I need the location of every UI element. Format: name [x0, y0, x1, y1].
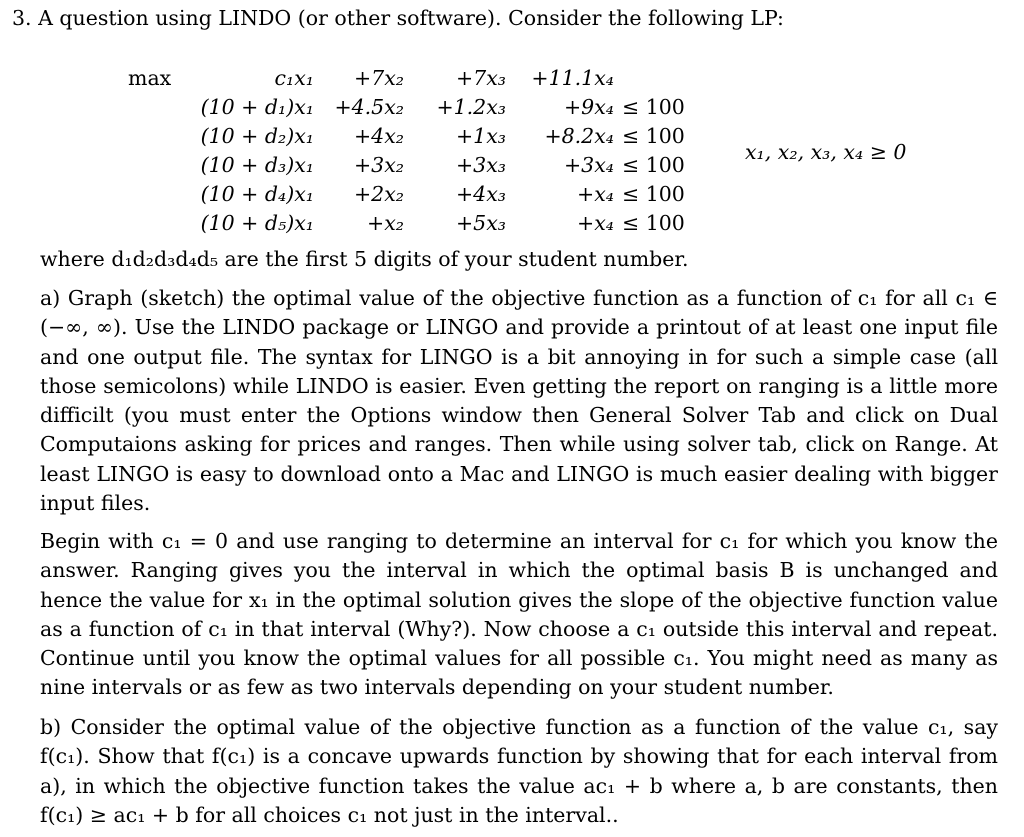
constraint-2-term-2: +4x₂ — [354, 124, 404, 148]
constraint-1-term-2: +4.5x₂ — [334, 95, 404, 119]
constraint-4-term-3: +4x₃ — [456, 182, 506, 206]
constraint-2-term-1: (10 + d₂)x₁ — [200, 124, 314, 148]
objective-term-2: +7x₂ — [354, 66, 404, 90]
constraint-4-term-1: (10 + d₄)x₁ — [200, 182, 314, 206]
constraint-4-rhs: ≤ 100 — [622, 182, 685, 206]
objective-term-1: c₁x₁ — [274, 66, 314, 90]
constraint-5-term-3: +5x₃ — [456, 211, 506, 235]
constraint-1-term-1: (10 + d₁)x₁ — [200, 95, 314, 119]
constraint-3-rhs: ≤ 100 — [622, 153, 685, 177]
part-a-paragraph: a) Graph (sketch) the optimal value of the objective function as a function of c₁ for all c₁ ∈ (−∞, ∞). Use the LINDO package or LINGO and provide a printout of at least one input file and one output file. The syntax for LINGO is a bit annoying in for such a simple case (all those semicolons) while LINDO is easier. Even getting the report on ranging is a little more difficilt (you must enter the Options window then General Solver Tab and click on Dual Computaions asking for prices and ranges. Then while using solver tab, click on Range. At least LINGO is easy to download onto a Mac and LINGO is much easier dealing with bigger input files. — [40, 286, 998, 516]
constraint-1-term-4: +9x₄ — [564, 95, 614, 119]
constraint-5-term-4: +x₄ — [577, 211, 614, 235]
constraint-1-rhs: ≤ 100 — [622, 95, 685, 119]
part-b-paragraph: b) Consider the optimal value of the objective function as a function of the value c₁, say f(c₁). Show that f(c₁) is a concave upwards function by showing that for each interval from a), in which the objective function takes the value ac₁ + b where a, b are constants, then f(c₁) ≥ ac₁ + b for all choices c₁ not just in the interval.. — [40, 715, 998, 827]
constraint-3-term-3: +3x₃ — [456, 153, 506, 177]
objective-term-3: +7x₃ — [456, 66, 506, 90]
max-label: max — [128, 66, 172, 90]
constraint-3-term-1: (10 + d₃)x₁ — [200, 153, 314, 177]
constraint-4-term-4: +x₄ — [577, 182, 614, 206]
constraint-5-rhs: ≤ 100 — [622, 211, 685, 235]
constraint-2-term-3: +1x₃ — [456, 124, 506, 148]
constraint-1-term-3: +1.2x₃ — [436, 95, 506, 119]
part-a-ranging-paragraph: Begin with c₁ = 0 and use ranging to determine an interval for c₁ for which you know the answer. Ranging gives you the interval in which the optimal basis B is unchanged and hence the value for x₁ in the optimal solution gives the slope of the objective function value as a function of c₁ in that interval (Why?). Now choose a c₁ outside this interval and repeat. Continue until you know the optimal values for all possible c₁. You might need as many as nine intervals or as few as two intervals depending on your student number. — [40, 529, 998, 700]
constraint-5-term-1: (10 + d₅)x₁ — [200, 211, 314, 235]
constraint-2-term-4: +8.2x₄ — [544, 124, 614, 148]
question-header: 3. A question using LINDO (or other software). Consider the following LP: — [12, 6, 784, 30]
objective-term-4: +11.1x₄ — [531, 66, 614, 90]
lp-formulation — [0, 60, 1024, 240]
constraint-3-term-4: +3x₄ — [564, 153, 614, 177]
constraint-4-term-2: +2x₂ — [354, 182, 404, 206]
constraint-3-term-2: +3x₂ — [354, 153, 404, 177]
constraint-2-rhs: ≤ 100 — [622, 124, 685, 148]
constraint-5-term-2: +x₂ — [367, 211, 404, 235]
student-number-note: where d₁d₂d₃d₄d₅ are the first 5 digits of your student number. — [40, 247, 689, 271]
nonnegativity-constraint: x₁, x₂, x₃, x₄ ≥ 0 — [745, 140, 907, 164]
